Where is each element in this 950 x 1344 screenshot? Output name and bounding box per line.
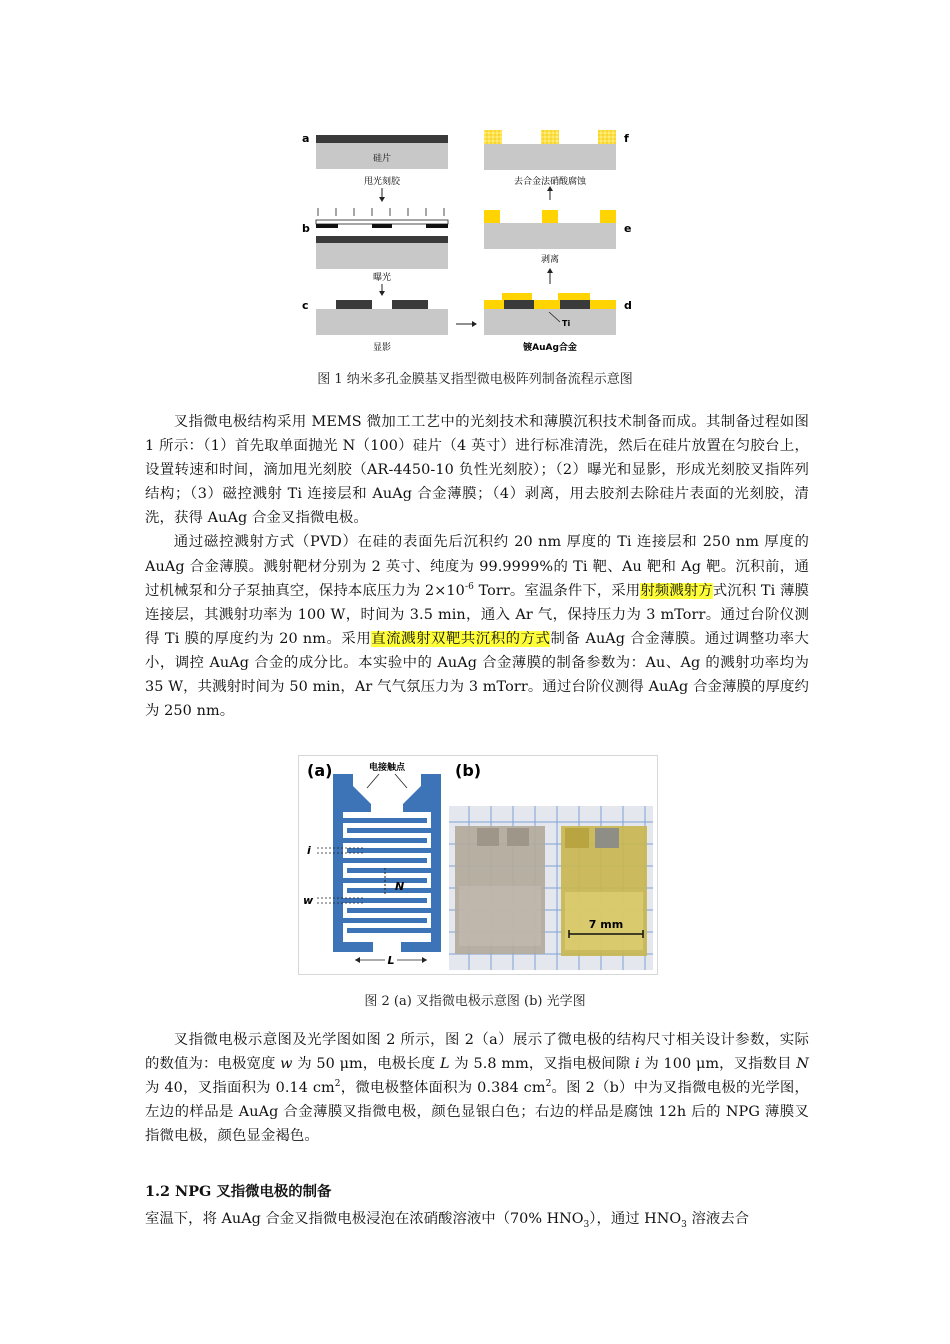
step-liftoff-label: 剥离 xyxy=(540,255,560,265)
sec-sub-1: 3 xyxy=(583,1219,590,1230)
p2-text-d: 制备 AuAg 合金薄膜。通过调整功率大小，调控 AuAg 合金的成分比。本实验中的 AuAg 合金薄膜的制备参数为：Au、Ag 的溅射功率均为 35 W，共溅射时间为 50 min，Ar 气气氛压力为 3 mTorr。通过台阶仪测得 AuAg 合金薄膜的厚度约为 250 nm。 xyxy=(145,630,809,720)
arrow-c-to-d-head xyxy=(472,321,477,327)
paragraph-electrode-dimensions xyxy=(145,1028,809,1148)
sec-text-b: ），通过 HNO xyxy=(589,1211,682,1227)
panel-e-gold-finger-1 xyxy=(484,210,500,223)
p3-text-c: 为 5.8 mm，叉指电极间隙 xyxy=(449,1056,635,1073)
figure-1-caption: 图 1 纳米多孔金膜基叉指型微电极阵列制备流程示意图 xyxy=(317,372,633,387)
scale-bar-label: 7 mm xyxy=(588,918,624,931)
arrow-b-to-c-head xyxy=(379,291,385,296)
panel-f-porous-finger-1 xyxy=(484,130,502,144)
fig2-i-label: i xyxy=(307,844,311,857)
panel-c-silicon-wafer xyxy=(316,309,448,335)
panel-letter-c: c xyxy=(302,299,309,312)
fig2-contact-label: 电接触点 xyxy=(368,763,406,773)
step-spin-coat-label: 甩光刻胶 xyxy=(363,177,401,187)
panel-e-gold-finger-2 xyxy=(542,210,558,223)
p3-sup-2: 2 xyxy=(545,1079,552,1090)
panel-letter-f: f xyxy=(624,132,629,145)
p3-text-e: 为 40，叉指面积为 0.14 cm xyxy=(145,1080,335,1097)
highlight-rf-sputtering: 射频溅射方 xyxy=(640,582,713,599)
panel-letter-a: a xyxy=(302,132,310,145)
arrow-d-to-e-head xyxy=(547,268,553,273)
panel-d-resist-block-1 xyxy=(504,300,534,309)
fig2-l-label: L xyxy=(387,954,395,967)
paragraph-fabrication-process: 叉指微电极结构采用 MEMS 微加工工艺中的光刻技术和薄膜沉积技术制备而成。其制备过程如图 1 所示：（1）首先取单面抛光 N（100）硅片（4 英寸）进行标准清洗，然后在硅片放置在匀胶台上，设置转速和时间，滴加甩光刻胶（AR-4450-10 负性光刻胶）；（2）曝光和显影，形成光刻胶叉指阵列结构；（3）磁控溅射 Ti 连接层和 AuAg 合金薄膜；（4）剥离，用去胶剂去除硅片表面的光刻胶，清洗，获得 AuAg 合金叉指微电极。 xyxy=(145,414,809,527)
panel-b-photomask xyxy=(316,220,448,224)
p3-var-w: w xyxy=(280,1056,293,1073)
panel-f-silicon-wafer xyxy=(484,144,616,170)
fig2-panel-b-label: (b) xyxy=(455,761,482,780)
panel-d-ti-label: Ti xyxy=(562,319,571,328)
p3-sup-1: 2 xyxy=(334,1079,341,1090)
panel-b-resist-layer xyxy=(316,236,448,243)
p3-var-n: N xyxy=(796,1056,809,1073)
p3-var-l: L xyxy=(439,1056,450,1073)
contact-pointer-left xyxy=(367,774,379,788)
p3-text-g: 。图 2（b）中为叉指微电极的光学图，左边的样品是 AuAg 合金薄膜叉指微电极，颜色显银白色；右边的样品是腐蚀 12h 后的 NPG 薄膜叉指微电极，颜色显金褐色。 xyxy=(145,1080,809,1145)
p2-text-c: 式沉积 Ti 薄膜连接层，其溅射功率为 100 W，时间为 3.5 min，通入 Ar 气，保持压力为 3 mTorr。通过台阶仪测得 Ti 膜的厚度约为 20 nm。采用 xyxy=(145,582,809,647)
panel-e-gold-finger-3 xyxy=(600,210,616,223)
figure-2-caption: 图 2 (a) 叉指微电极示意图 (b) 光学图 xyxy=(364,994,586,1009)
step-deposit-label: 镀AuAg合金 xyxy=(523,343,577,353)
figure-2-electrode-images xyxy=(298,755,658,975)
contact-pointer-right xyxy=(395,774,407,788)
sec-sub-2: 3 xyxy=(681,1219,687,1230)
uv-exposure-arrows xyxy=(318,208,444,216)
panel-e-silicon-wafer xyxy=(484,223,616,249)
panel-c-resist-block-2 xyxy=(392,300,428,309)
optical-photo xyxy=(449,806,653,970)
p3-var-i: i xyxy=(634,1056,640,1073)
sec-text-a: 室温下，将 AuAg 合金叉指微电极浸泡在浓硝酸溶液中（70% HNO xyxy=(145,1211,584,1227)
panel-b-mask-pattern-2 xyxy=(372,224,392,228)
section-heading: 1.2 NPG 叉指微电极的制备 xyxy=(145,1183,332,1200)
panel-f-porous-finger-2 xyxy=(541,130,559,144)
p2-text-a: 通过磁控溅射方式（PVD）在硅的表面先后沉积约 20 nm 厚度的 Ti 连接层和 250 nm 厚度的 AuAg 合金薄膜。溅射靶材分别为 2 英寸、纯度为 99.9999%的 Ti 靶、Au 靶和 Ag 靶。沉积前，通过机械泵和分子泵抽真空，保持本底压力为 2×10 xyxy=(145,534,809,599)
panel-b-mask-pattern-3 xyxy=(426,224,448,228)
p3-text-d: 为 100 μm，叉指数目 xyxy=(639,1056,797,1073)
step-dealloy-label: 去合金法硝酸腐蚀 xyxy=(513,177,587,187)
panel-d-auag-coating xyxy=(484,293,616,309)
panel-letter-b: b xyxy=(302,222,310,235)
l-dim-arrow-right xyxy=(422,957,427,963)
sec-text-c: 溶液去合 xyxy=(686,1211,750,1227)
step-exposure-label: 曝光 xyxy=(372,273,392,283)
paragraph-sputtering xyxy=(145,530,809,723)
p3-text-b: 为 50 μm，电极长度 xyxy=(292,1056,440,1073)
p3-text-f: ，微电极整体面积为 0.384 cm xyxy=(340,1080,546,1097)
l-dim-arrow-left xyxy=(355,957,360,963)
fig2-panel-a-label: (a) xyxy=(307,761,333,780)
arrow-a-to-b-head xyxy=(379,197,385,202)
panel-a-resist-layer xyxy=(316,135,448,143)
panel-b-silicon-wafer xyxy=(316,243,448,269)
figure-1-process-diagram xyxy=(300,128,640,360)
p2-text-b: Torr。室温条件下，采用 xyxy=(473,582,641,599)
panel-a-silicon-label: 硅片 xyxy=(372,154,392,164)
panel-d-resist-block-2 xyxy=(560,300,590,309)
p2-exponent: -6 xyxy=(464,581,474,592)
panel-letter-e: e xyxy=(624,222,632,235)
body-text-block-2 xyxy=(145,1028,809,1148)
interdigitated-electrode-schematic xyxy=(333,774,441,952)
fig2-n-label: N xyxy=(395,880,405,893)
panel-c-resist-block-1 xyxy=(336,300,372,309)
section-first-line xyxy=(145,1207,809,1231)
step-develop-label: 显影 xyxy=(372,343,392,353)
body-text-block-1 xyxy=(145,410,809,723)
p3-text-a: 叉指微电极示意图及光学图如图 2 所示，图 2（a）展示了微电极的结构尺寸相关设计参数，实际的数值为：电极宽度 xyxy=(145,1032,809,1073)
panel-f-porous-finger-3 xyxy=(598,130,616,144)
fig2-w-label: w xyxy=(303,894,314,907)
highlight-dc-cosputtering: 直流溅射双靶共沉积的方式 xyxy=(371,630,551,647)
panel-letter-d: d xyxy=(624,299,632,312)
panel-b-mask-pattern-1 xyxy=(316,224,338,228)
